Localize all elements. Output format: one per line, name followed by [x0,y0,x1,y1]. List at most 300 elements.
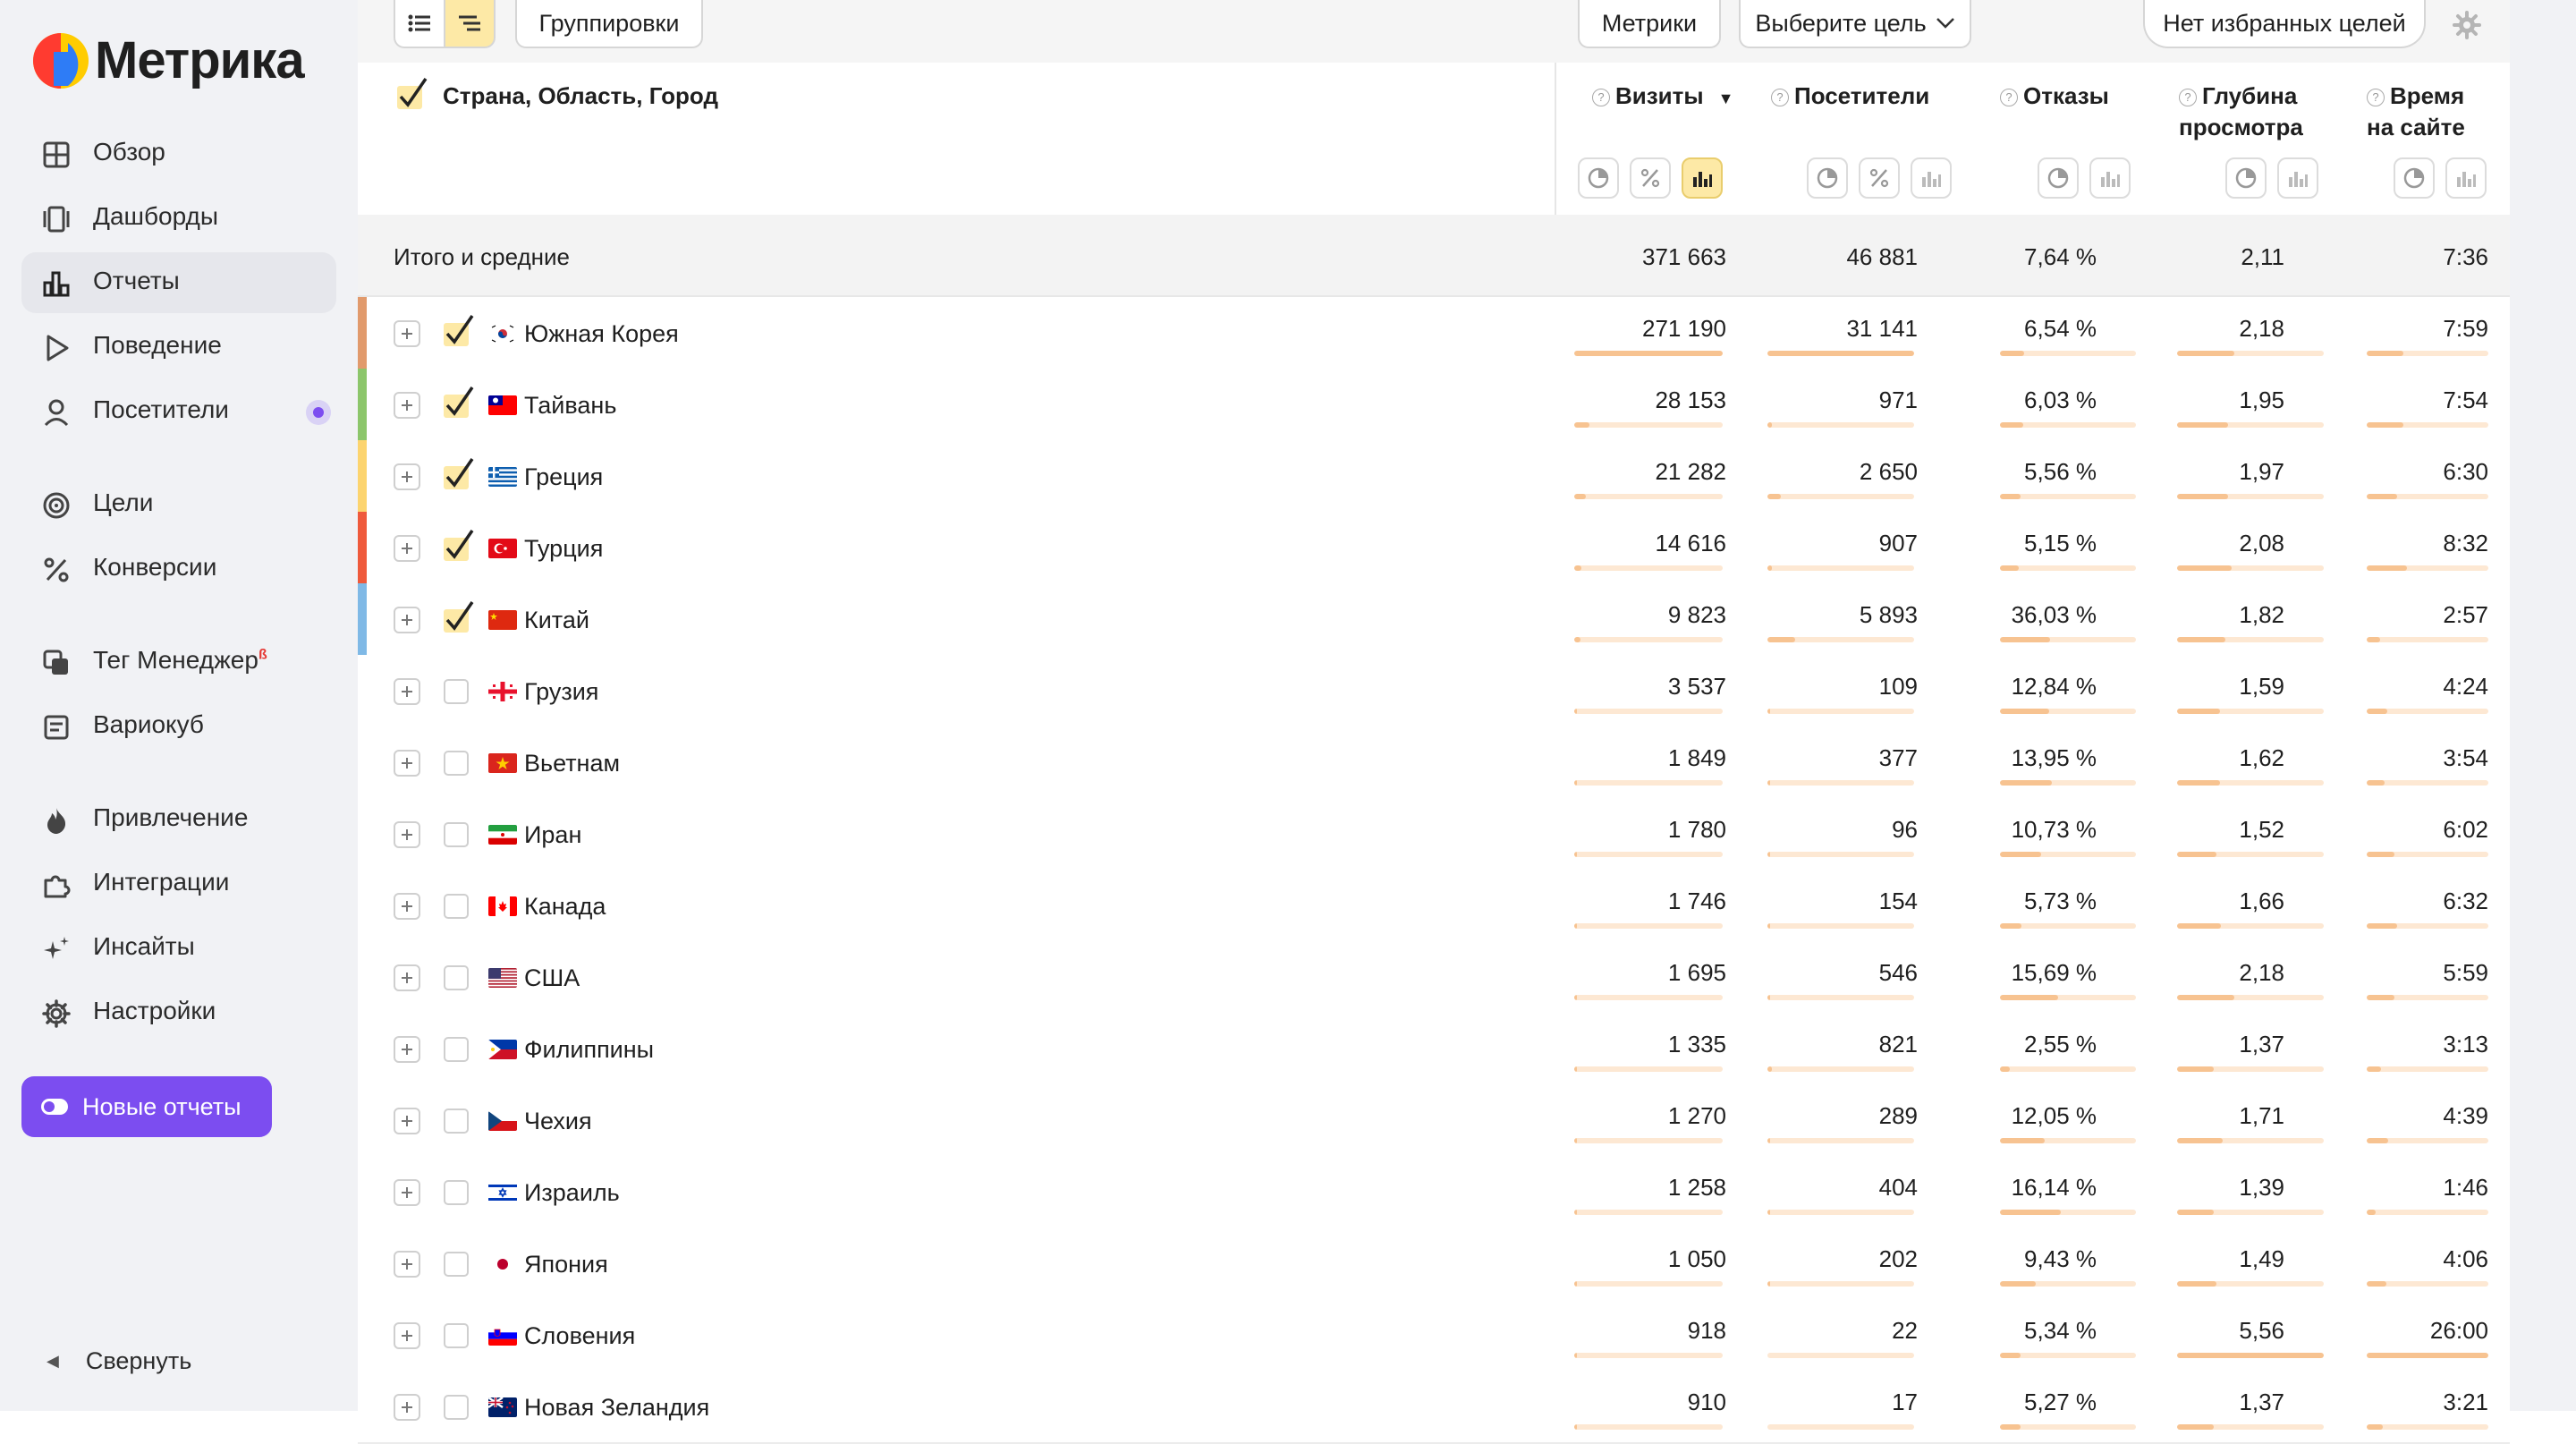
bar-fill-bounces [2000,1210,2061,1215]
bar-fill-visits [1574,422,1589,428]
cell-visits: 1 746 [1667,888,1726,914]
checkmark-icon [395,75,429,111]
bar-track-bounces [2000,995,2136,1000]
bar-fill-time [2367,1281,2386,1287]
checkmark-icon [442,384,476,420]
row-name[interactable]: Канада [524,893,606,920]
sidebar-item-acquisition[interactable] [21,789,336,850]
bar-track-visits [1574,494,1723,499]
row-checkbox[interactable] [444,1180,469,1205]
cell-bounces: 5,73 % [2024,888,2097,914]
bar-track-bounces [2000,1066,2136,1072]
row-checkbox[interactable] [444,464,469,489]
checkmark-icon [442,455,476,491]
cell-time: 4:24 [2443,673,2488,700]
flag-cz-icon [488,1111,517,1131]
bar-fill-time [2367,1066,2381,1072]
bar-chart-icon [2454,166,2478,190]
row-checkbox[interactable] [444,822,469,847]
bar-track-visitors [1767,1424,1914,1430]
table-row[interactable] [358,726,2510,800]
bar-fill-depth [2177,995,2234,1000]
tag-manager-icon [41,648,72,678]
table-row[interactable] [358,1084,2510,1158]
bounces-bar-view-button[interactable] [2089,157,2131,199]
bar-fill-visits [1574,709,1577,714]
row-checkbox[interactable] [444,751,469,776]
bar-fill-visitors [1767,1210,1770,1215]
bar-fill-time [2367,780,2385,786]
bar-track-bounces [2000,351,2136,356]
total-visitors: 46 881 [1846,243,1918,270]
cell-time: 6:30 [2443,458,2488,485]
depth-pie-view-button[interactable] [2225,157,2267,199]
cell-time: 3:13 [2443,1031,2488,1058]
sidebar-item-dashboards[interactable] [21,188,336,249]
bar-fill-visitors [1767,637,1795,642]
bar-fill-time [2367,1138,2388,1143]
cell-time: 3:21 [2443,1389,2488,1415]
bar-track-time [2367,995,2488,1000]
bar-fill-visits [1574,1424,1577,1430]
select-all-checkbox[interactable] [395,75,429,115]
row-name[interactable]: Китай [524,607,589,633]
pie-chart-icon [2402,166,2426,190]
bar-track-depth [2177,1138,2324,1143]
sidebar-item-insights[interactable] [21,918,336,979]
sidebar-item-behavior[interactable] [21,317,336,378]
bar-fill-visits [1574,351,1723,356]
sort-desc-icon: ▼ [1717,89,1734,107]
bar-track-bounces [2000,923,2136,929]
report-main [358,0,2510,1421]
bar-fill-depth [2177,1138,2223,1143]
total-bounces: 7,64 % [2024,243,2097,270]
bar-track-time [2367,852,2488,857]
series-color-marker [358,369,367,440]
notification-dot [306,400,331,425]
bar-fill-bounces [2000,780,2052,786]
pie-chart-icon [2234,166,2258,190]
row-name[interactable]: Израиль [524,1179,620,1206]
bar-track-visits [1574,422,1723,428]
bar-track-visits [1574,995,1723,1000]
cell-visitors: 907 [1878,530,1918,556]
row-name[interactable]: Словения [524,1322,636,1349]
row-checkbox[interactable] [444,1108,469,1134]
visitors-bar-view-button[interactable] [1911,157,1952,199]
bar-fill-visits [1574,1066,1577,1072]
cell-depth: 1,37 [2239,1389,2284,1415]
cell-visitors: 821 [1878,1031,1918,1058]
row-name[interactable]: Грузия [524,678,599,705]
bar-fill-bounces [2000,995,2058,1000]
row-name[interactable]: Южная Корея [524,320,679,347]
table-settings-gear-icon[interactable] [2451,9,2483,41]
help-icon[interactable]: ? [2367,89,2385,106]
series-color-marker [358,583,367,655]
bar-track-visits [1574,709,1723,714]
cell-time: 5:59 [2443,959,2488,986]
cell-bounces: 16,14 % [2011,1174,2097,1201]
bar-fill-visits [1574,565,1581,571]
bar-track-bounces [2000,494,2136,499]
bar-chart-icon [1919,166,1943,190]
column-header-visits[interactable]: ? Визиты ▼ [1592,81,1733,115]
sidebar-item-goals[interactable] [21,474,336,535]
table-row[interactable] [358,440,2510,514]
bar-track-visitors [1767,995,1914,1000]
bar-track-visits [1574,1066,1723,1072]
checkmark-icon [442,599,476,634]
percent-icon [1868,166,1891,190]
row-name[interactable]: Чехия [524,1108,592,1134]
bar-fill-time [2367,1424,2383,1430]
expand-row-button[interactable] [394,463,420,490]
table-row[interactable] [358,870,2510,943]
bar-fill-depth [2177,351,2234,356]
bar-track-time [2367,637,2488,642]
metrics-button[interactable] [1578,0,1721,48]
row-name[interactable]: Япония [524,1251,608,1278]
bar-track-visits [1574,852,1723,857]
bar-track-visits [1574,780,1723,786]
cell-visits: 3 537 [1667,673,1726,700]
cell-depth: 2,18 [2239,959,2284,986]
row-name[interactable]: США [524,964,580,991]
expand-row-button[interactable] [394,320,420,347]
row-name[interactable]: Новая Зеландия [524,1394,710,1421]
cell-depth: 1,71 [2239,1102,2284,1129]
bar-fill-depth [2177,1424,2214,1430]
checkmark-icon [442,527,476,563]
cell-visitors: 96 [1892,816,1918,843]
expand-row-button[interactable] [394,1036,420,1063]
table-row[interactable] [358,512,2510,585]
bar-fill-depth [2177,1210,2214,1215]
row-checkbox[interactable] [444,1037,469,1062]
cell-depth: 1,95 [2239,386,2284,413]
row-name[interactable]: Вьетнам [524,750,621,777]
bar-fill-visitors [1767,709,1770,714]
sidebar-item-label: Конверсии [93,553,217,581]
cell-depth: 1,66 [2239,888,2284,914]
cell-bounces: 6,54 % [2024,315,2097,342]
visits-bar-view-button[interactable] [1682,157,1723,199]
bar-fill-visits [1574,494,1586,499]
cell-depth: 1,37 [2239,1031,2284,1058]
sidebar-item-label: Обзор [93,138,165,166]
table-row[interactable] [358,583,2510,657]
bar-fill-time [2367,351,2403,356]
bar-fill-visits [1574,852,1577,857]
sidebar-item-overview[interactable] [21,123,336,184]
row-checkbox[interactable] [444,321,469,346]
bar-track-depth [2177,1281,2324,1287]
bar-track-time [2367,1281,2488,1287]
table-row[interactable] [358,369,2510,442]
expand-row-button[interactable] [394,1108,420,1134]
visitors-percent-view-button[interactable] [1859,157,1900,199]
column-header-time[interactable]: ? Время на сайте [2367,82,2465,140]
cell-visits: 910 [1687,1389,1726,1415]
toggle-icon [41,1099,68,1115]
bar-track-bounces [2000,565,2136,571]
sidebar-item-label: Поведение [93,331,222,359]
table-row[interactable] [358,1371,2510,1444]
bar-track-visitors [1767,780,1914,786]
cell-visitors: 546 [1878,959,1918,986]
bar-fill-bounces [2000,1424,2021,1430]
bar-fill-time [2367,494,2397,499]
row-name[interactable]: Тайвань [524,392,617,419]
cell-visits: 1 695 [1667,959,1726,986]
table-row[interactable] [358,1156,2510,1229]
bar-fill-visitors [1767,923,1770,929]
bar-fill-bounces [2000,494,2021,499]
cell-time: 1:46 [2443,1174,2488,1201]
cell-bounces: 5,34 % [2024,1317,2097,1344]
tree-view-button[interactable] [444,0,496,48]
cell-time: 4:39 [2443,1102,2488,1129]
cell-visits: 9 823 [1667,601,1726,628]
row-name[interactable]: Иран [524,821,582,848]
flag-si-icon [488,1326,517,1346]
cell-visits: 14 616 [1655,530,1726,556]
row-checkbox[interactable] [444,1395,469,1420]
sidebar-item-integrations[interactable] [21,854,336,914]
tree-list-icon [458,13,481,33]
bar-fill-visits [1574,1281,1577,1287]
list-icon [408,13,431,33]
bar-track-time [2367,565,2488,571]
cell-visitors: 2 650 [1859,458,1918,485]
help-icon[interactable]: ? [2000,89,2018,106]
cell-visitors: 404 [1878,1174,1918,1201]
row-checkbox[interactable] [444,607,469,633]
sidebar-item-conversions[interactable] [21,539,336,599]
puzzle-icon [41,870,72,900]
bar-track-depth [2177,422,2324,428]
bar-track-time [2367,494,2488,499]
visitors-pie-view-button[interactable] [1807,157,1848,199]
row-checkbox[interactable] [444,965,469,990]
table-row[interactable] [358,1227,2510,1301]
expand-row-button[interactable] [394,392,420,419]
sidebar-item-label: Дашборды [93,202,218,230]
help-icon[interactable]: ? [1771,89,1789,106]
bar-fill-visitors [1767,494,1781,499]
cell-visitors: 31 141 [1846,315,1918,342]
bar-fill-visits [1574,1353,1577,1358]
column-header-depth[interactable]: ? Глубина просмотра [2179,82,2303,140]
bar-chart-icon [1690,166,1714,190]
flag-tw-icon [488,395,517,415]
table-row[interactable] [358,798,2510,871]
sidebar-item-reports[interactable] [21,252,336,313]
groupings-button[interactable] [515,0,703,48]
help-icon[interactable]: ? [1592,89,1610,106]
cell-visitors: 17 [1892,1389,1918,1415]
flag-gr-icon [488,467,517,487]
flag-il-icon [488,1183,517,1202]
bar-track-depth [2177,1353,2324,1358]
sidebar-item-settings[interactable] [21,982,336,1043]
cell-visitors: 22 [1892,1317,1918,1344]
chevron-down-icon [1936,17,1955,30]
bar-track-bounces [2000,1138,2136,1143]
sidebar-item-variocube[interactable] [21,696,336,757]
cell-visits: 28 153 [1655,386,1726,413]
bar-fill-visits [1574,637,1580,642]
cell-time: 8:32 [2443,530,2488,556]
cell-depth: 1,49 [2239,1245,2284,1272]
bar-fill-depth [2177,1066,2214,1072]
sidebar-item-label: Настройки [93,997,216,1024]
time-pie-view-button[interactable] [2394,157,2435,199]
grid-icon [41,140,72,170]
time-bar-view-button[interactable] [2445,157,2487,199]
bar-fill-time [2367,995,2394,1000]
table-row[interactable] [358,1299,2510,1372]
cell-visitors: 154 [1878,888,1918,914]
row-checkbox[interactable] [444,1323,469,1348]
expand-row-button[interactable] [394,1322,420,1349]
bar-track-depth [2177,709,2324,714]
percent-icon [41,555,72,585]
bar-track-visitors [1767,1281,1914,1287]
new-reports-toggle-button[interactable] [21,1076,272,1137]
expand-row-button[interactable] [394,964,420,991]
cell-visits: 918 [1687,1317,1726,1344]
bar-track-visitors [1767,1210,1914,1215]
cell-time: 4:06 [2443,1245,2488,1272]
expand-row-button[interactable] [394,821,420,848]
row-checkbox[interactable] [444,679,469,704]
bar-track-visits [1574,637,1723,642]
row-checkbox[interactable] [444,536,469,561]
bar-track-bounces [2000,1210,2136,1215]
table-row[interactable] [358,297,2510,370]
bar-track-depth [2177,1210,2324,1215]
bar-track-depth [2177,565,2324,571]
expand-row-button[interactable] [394,1394,420,1421]
expand-row-button[interactable] [394,607,420,633]
app-logo[interactable] [32,30,304,90]
expand-row-button[interactable] [394,893,420,920]
row-name[interactable]: Греция [524,463,604,490]
bar-fill-depth [2177,1281,2216,1287]
expand-row-button[interactable] [394,1179,420,1206]
metrics-label: Метрики [1601,9,1698,37]
depth-bar-view-button[interactable] [2277,157,2318,199]
bar-fill-depth [2177,565,2232,571]
gear-icon [41,998,72,1029]
visits-pie-view-button[interactable] [1578,157,1619,199]
row-checkbox[interactable] [444,1252,469,1277]
flag-kr-icon [488,324,517,344]
bounces-pie-view-button[interactable] [2038,157,2079,199]
right-gutter [2510,0,2576,1411]
target-icon [41,490,72,521]
bar-track-visitors [1767,923,1914,929]
flag-nz-icon [488,1397,517,1417]
total-visits: 371 663 [1642,243,1726,270]
row-name[interactable]: Филиппины [524,1036,655,1063]
play-icon [41,333,72,363]
cell-bounces: 9,43 % [2024,1245,2097,1272]
cell-time: 7:54 [2443,386,2488,413]
expand-row-button[interactable] [394,535,420,562]
bar-fill-depth [2177,780,2220,786]
column-header-visitors[interactable]: ? Посетители [1771,81,1929,112]
table-row[interactable] [358,941,2510,1015]
pie-chart-icon [1816,166,1839,190]
bar-fill-time [2367,1210,2376,1215]
collapse-sidebar-button[interactable] [47,1347,191,1375]
expand-row-button[interactable] [394,750,420,777]
table-header [358,63,2510,217]
bar-fill-bounces [2000,422,2023,428]
cell-bounces: 36,03 % [2011,601,2097,628]
bar-track-depth [2177,637,2324,642]
help-icon[interactable]: ? [2179,89,2197,106]
row-checkbox[interactable] [444,393,469,418]
dimension-header[interactable]: Страна, Область, Город [443,82,718,109]
column-header-bounces[interactable]: ? Отказы [2000,81,2109,112]
bar-track-bounces [2000,1281,2136,1287]
variocube-icon [41,712,72,743]
expand-row-button[interactable] [394,678,420,705]
cell-depth: 1,82 [2239,601,2284,628]
flag-us-icon [488,968,517,988]
favorite-goals-button[interactable] [2143,0,2426,48]
bar-fill-bounces [2000,923,2021,929]
cell-bounces: 12,84 % [2011,673,2097,700]
bar-fill-depth [2177,494,2228,499]
cell-depth: 5,56 [2239,1317,2284,1344]
bar-track-depth [2177,995,2324,1000]
cell-visitors: 971 [1878,386,1918,413]
cell-visitors: 202 [1878,1245,1918,1272]
flag-cn-icon [488,610,517,630]
table-row[interactable] [358,655,2510,728]
bar-track-visitors [1767,709,1914,714]
bar-fill-visitors [1767,351,1914,356]
series-color-marker [358,297,367,369]
goal-select-dropdown[interactable] [1739,0,1971,48]
bar-fill-visitors [1767,1281,1770,1287]
cell-depth: 1,62 [2239,744,2284,771]
cell-visits: 271 190 [1642,315,1726,342]
chevron-left-icon: ◀ [47,1352,59,1370]
visits-percent-view-button[interactable] [1630,157,1671,199]
bar-track-time [2367,1210,2488,1215]
bar-track-visitors [1767,351,1914,356]
bar-fill-depth [2177,709,2220,714]
cell-visitors: 377 [1878,744,1918,771]
table-row[interactable] [358,1013,2510,1086]
bar-track-time [2367,1066,2488,1072]
list-view-button[interactable] [394,0,445,48]
row-checkbox[interactable] [444,894,469,919]
bar-track-depth [2177,351,2324,356]
sidebar-item-tag-manager[interactable] [21,632,336,692]
bar-fill-depth [2177,852,2216,857]
sidebar-item-visitors[interactable] [21,381,336,442]
row-name[interactable]: Турция [524,535,604,562]
expand-row-button[interactable] [394,1251,420,1278]
